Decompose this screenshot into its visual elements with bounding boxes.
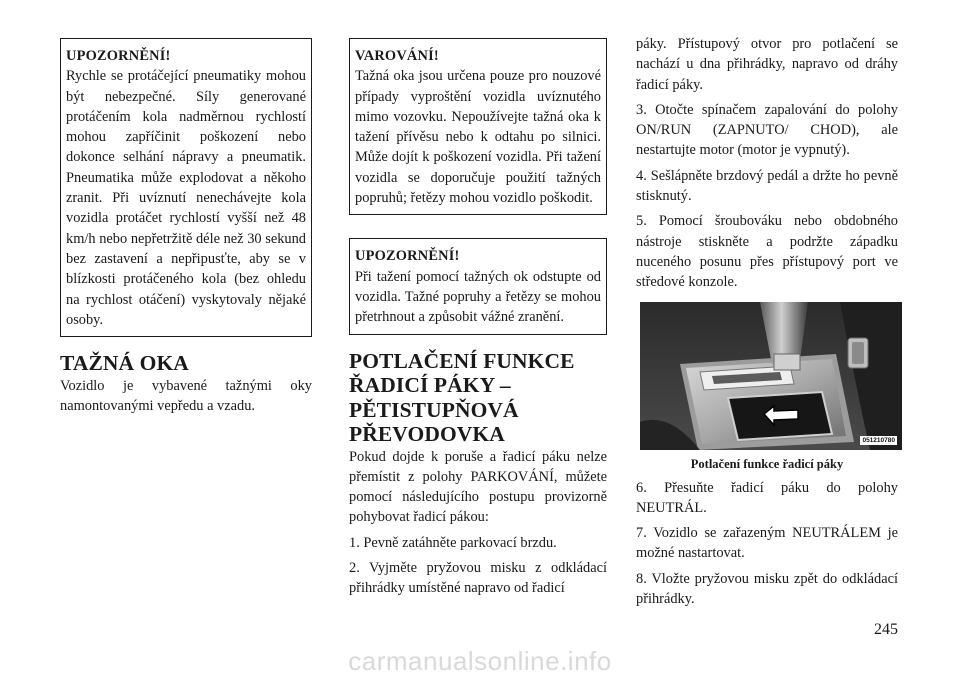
shift-override-figure bbox=[640, 302, 902, 450]
caution-box-towing bbox=[349, 238, 607, 334]
step-7: 7. Vozidlo se zařazeným NEUTRÁLEM je možné nastartovat. bbox=[636, 525, 898, 562]
step-2: 2. Vyjměte pryžovou misku z odkládací přihrádky umístěné napravo od řadicí bbox=[349, 560, 607, 597]
step-1: 1. Pevně zatáhněte parkovací brzdu. bbox=[349, 534, 557, 551]
shift-override-intro: Pokud dojde k poruše a řadicí páku nelze přemístit z polohy PARKOVÁNÍ, můžete pomocí následujícího postupu provizorně pohybovat řadicí pákou: bbox=[349, 448, 607, 526]
warning-box-tow-hooks bbox=[349, 38, 607, 215]
section-heading-tow-hooks: TAŽNÁ OKA bbox=[60, 351, 189, 376]
step-8: 8. Vložte pryžovou misku zpět do odkládací přihrádky. bbox=[636, 570, 898, 608]
step-6: 6. Přesuňte řadicí páku do polohy NEUTRÁL. bbox=[636, 479, 898, 516]
caution-title: UPOZORNĚNÍ! bbox=[66, 48, 171, 64]
console-illustration bbox=[640, 302, 902, 450]
right-column bbox=[636, 34, 898, 609]
caution-text: Rychle se protáčející pneumatiky mohou být nebezpečné. Síly generované protáčením kola nadměrnou rychlostí mohou zapříčinit poškození nebo dokonce selhání nápravy a pneumatik. Pneumatika může explodovat a někoho zranit. Při uvíznutí nenechávejte kola vozidla protáčet rychlostí vyšší než 48 km/h nebo nepřetržitě déle než 30 sekund bez zastavení a nepřipusťte, aby se v blízkosti protáčeného kola (bez ohledu na rychlost otáčení) vyskytovaly nějaké osoby. bbox=[66, 68, 306, 328]
warning-text: Tažná oka jsou určena pouze pro nouzové případy vyproštění vozidla uvíznutého mimo vozovku. Nepoužívejte tažná oka k tažení přívěsu nebo k odtahu po silnici. Může dojít k poškození vozidla. Při tažení vozidla se doporučuje použití tažných popruhů; řetězy mohou vozidlo poškodit. bbox=[355, 68, 601, 207]
figure-caption: Potlačení funkce řadicí páky bbox=[690, 456, 844, 471]
middle-column bbox=[349, 38, 607, 599]
left-column bbox=[60, 38, 312, 416]
step-2-continued: páky. Přístupový otvor pro potlačení se nachází u dna přihrádky, napravo od dráhy řadicí páky. bbox=[636, 36, 898, 93]
step-4: 4. Sešlápněte brzdový pedál a držte ho pevně stisknutý. bbox=[636, 167, 898, 205]
figure-id-label: 051210780 bbox=[862, 436, 895, 444]
caution-box-tire-spin bbox=[60, 38, 312, 337]
section-heading-shift-override: POTLAČENÍ FUNKCE ŘADICÍ PÁKY – PĚTISTUPŇOVÁ PŘEVODOVKA bbox=[349, 348, 575, 447]
watermark: carmanualsonline.info bbox=[348, 646, 612, 676]
step-5: 5. Pomocí šroubováku nebo obdobného nástroje stiskněte a podržte západku nuceného posunu přes přístupový port ve středové konzole. bbox=[636, 213, 898, 291]
tow-hooks-text: Vozidlo je vybavené tažnými oky namontovanými vepředu a vzadu. bbox=[60, 377, 312, 414]
caution-text: Při tažení pomocí tažných ok odstupte od vozidla. Tažné popruhy a řetězy se mohou přetrhnout a způsobit vážné zranění. bbox=[355, 268, 601, 326]
warning-title: VAROVÁNÍ! bbox=[355, 48, 439, 64]
step-3: 3. Otočte spínačem zapalování do polohy ON/RUN (ZAPNUTO/ CHOD), ale nestartujte motor (motor je vypnutý). bbox=[636, 101, 898, 159]
caution-title: UPOZORNĚNÍ! bbox=[355, 248, 460, 265]
page-number: 245 bbox=[874, 621, 898, 638]
